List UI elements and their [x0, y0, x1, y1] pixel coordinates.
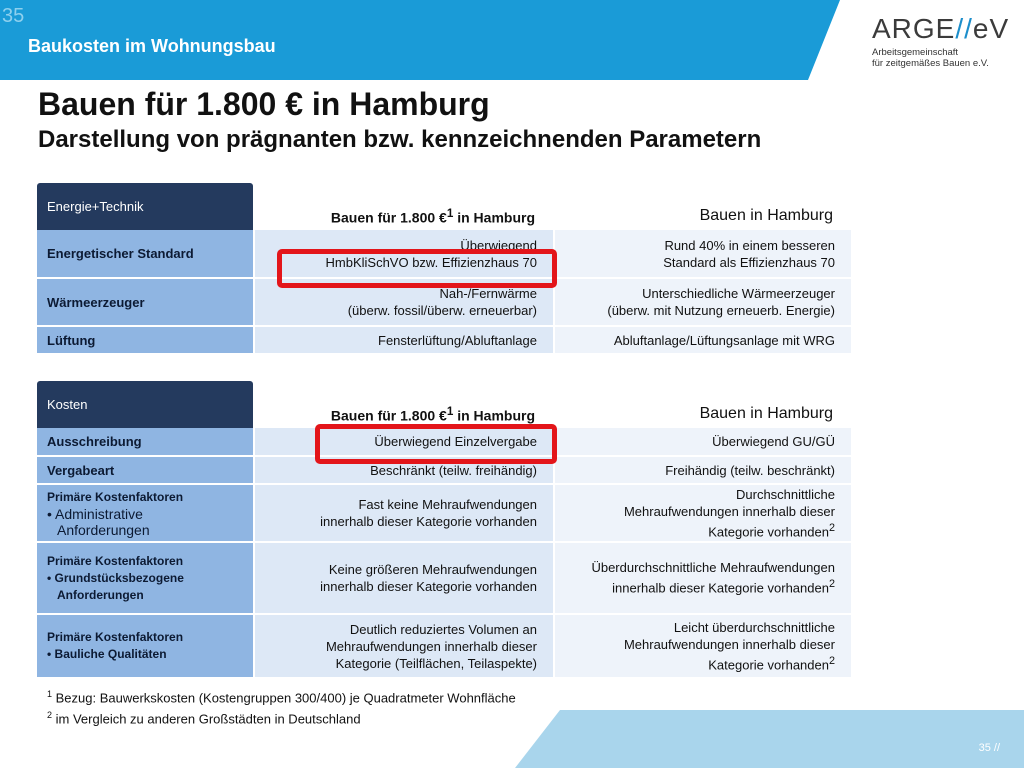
logo-text-b: eV	[972, 13, 1010, 44]
logo-subtitle-2: für zeitgemäßes Bauen e.V.	[872, 58, 989, 69]
row-right: Überdurchschnittliche Mehraufwendungen innerhalb dieser Kategorie vorhanden$^2$	[555, 543, 851, 615]
row-label: Wärmeerzeuger	[37, 279, 253, 327]
row-right: Durchschnittliche Mehraufwendungen innerhalb dieser Kategorie vorhanden$^2$	[555, 485, 851, 543]
page-title: Bauen für 1.800 € in Hamburg	[38, 86, 490, 122]
row-right: Leicht überdurchschnittliche Mehraufwendungen innerhalb dieser Kategorie vorhanden$^2$	[555, 615, 851, 679]
row-mid: Fast keine Mehraufwendungen innerhalb dieser Kategorie vorhanden	[255, 485, 553, 543]
costs-col-head-mid: Bauen für 1.800 €$^1$ in Hamburg	[330, 405, 535, 424]
row-right: Freihändig (teilw. beschränkt)	[555, 457, 851, 485]
row-label: Primäre Kostenfaktoren • Grundstücksbezogene Anforderungen	[37, 543, 253, 615]
page-number-footer: 35 //	[978, 742, 1000, 754]
energy-col-head-right: Bauen in Hamburg	[699, 207, 833, 224]
row-mid: Deutlich reduziertes Volumen an Mehraufwendungen innerhalb dieser Kategorie (Teilflächen, Teilaspekte)	[255, 615, 553, 679]
row-right: Unterschiedliche Wärmeerzeuger (überw. mit Nutzung erneuerb. Energie)	[555, 279, 851, 327]
costs-section-tab: Kosten	[37, 381, 253, 428]
table-row	[37, 327, 851, 355]
energy-section-tab: Energie+Technik	[37, 183, 253, 230]
slide-number: 35	[2, 5, 25, 27]
row-mid: Fensterlüftung/Abluftanlage	[255, 327, 553, 355]
row-right: Rund 40% in einem besseren Standard als Effizienzhaus 70	[555, 230, 851, 279]
row-label: Primäre Kostenfaktoren • Administrative Anforderungen	[37, 485, 253, 543]
logo-text-a: ARGE	[872, 13, 956, 44]
row-label: Primäre Kostenfaktoren • Bauliche Qualitäten	[37, 615, 253, 679]
row-right: Abluftanlage/Lüftungsanlage mit WRG	[555, 327, 851, 355]
costs-col-head-right: Bauen in Hamburg	[699, 405, 833, 422]
logo-subtitle-1: Arbeitsgemeinschaft	[872, 47, 959, 58]
header-banner	[0, 0, 840, 80]
logo-slash: //	[955, 13, 973, 44]
table-row	[37, 485, 851, 543]
row-label: Ausschreibung	[37, 428, 253, 457]
footnote-1: $^1$ Bezug: Bauwerkskosten (Kostengruppen 300/400) je Quadratmeter Wohnfläche	[47, 689, 516, 706]
table-row	[37, 543, 851, 615]
row-mid: Beschränkt (teilw. freihändig)	[255, 457, 553, 485]
footnote-2: $^2$ im Vergleich zu anderen Großstädten in Deutschland	[47, 710, 361, 727]
row-mid: Überwiegend HmbKliSchVO bzw. Effizienzhaus 70	[255, 230, 553, 279]
banner-title: Baukosten im Wohnungsbau	[28, 36, 276, 56]
row-label: Energetischer Standard	[37, 230, 253, 279]
row-label: Vergabeart	[37, 457, 253, 485]
row-mid: Überwiegend Einzelvergabe	[255, 428, 553, 457]
table-row	[37, 615, 851, 679]
highlight-box-energy	[277, 249, 557, 288]
arge-logo	[872, 14, 1012, 69]
row-mid: Keine größeren Mehraufwendungen innerhalb dieser Kategorie vorhanden	[255, 543, 553, 615]
row-label: Lüftung	[37, 327, 253, 355]
row-right: Überwiegend GU/GÜ	[555, 428, 851, 457]
row-mid: Nah-/Fernwärme (überw. fossil/überw. erneuerbar)	[255, 279, 553, 327]
highlight-box-costs	[315, 424, 557, 464]
energy-col-head-mid: Bauen für 1.800 €$^1$ in Hamburg	[330, 207, 535, 226]
page-subtitle: Darstellung von prägnanten bzw. kennzeichnenden Parametern	[38, 126, 762, 153]
